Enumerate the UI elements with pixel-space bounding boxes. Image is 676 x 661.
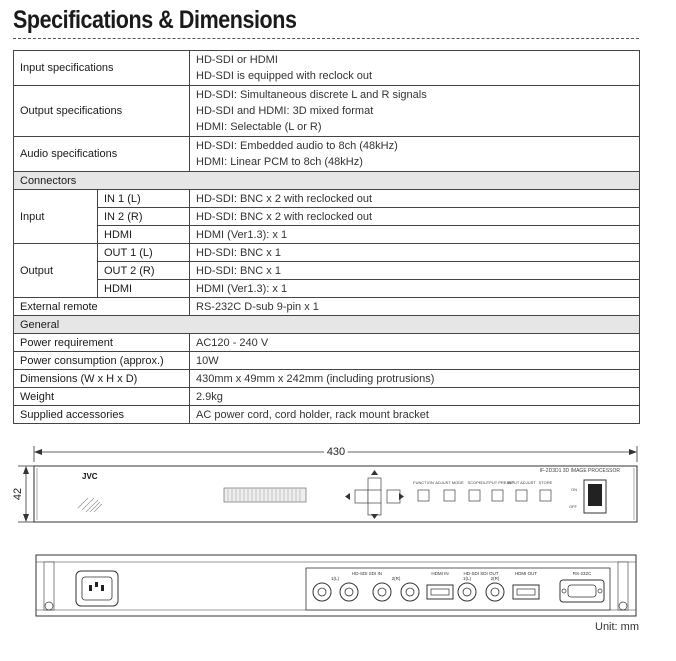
value-line: HD-SDI and HDMI: 3D mixed format (196, 105, 374, 117)
output-preset-button-label: OUTPUT PRESET (480, 480, 515, 485)
hdsdi-out-label: HD-SDI SDI OUT (463, 571, 499, 576)
in1-label: 1(L) (330, 576, 340, 581)
port-label: HDMI (98, 280, 190, 298)
port-label: OUT 1 (L) (98, 244, 190, 262)
port-label: IN 1 (L) (98, 190, 190, 208)
hdsdi-in-label: HD-SDI SDI IN (351, 571, 383, 576)
unit-label: Unit: mm (595, 621, 639, 633)
row-value: 10W (190, 352, 640, 370)
value-line: HD-SDI is equipped with reclock out (196, 70, 373, 82)
function-button[interactable] (418, 490, 429, 501)
input-adjust-button[interactable] (516, 490, 527, 501)
arrow-up-button[interactable] (368, 478, 381, 491)
row-value: HD-SDI: BNC x 1 (190, 262, 640, 280)
enter-button[interactable] (368, 490, 381, 503)
port-label: HDMI (98, 226, 190, 244)
brand-logo: JVC (82, 472, 98, 481)
front-panel (34, 466, 637, 522)
row-value: 430mm x 49mm x 242mm (including protrusions) (190, 370, 640, 388)
arrow-left-button[interactable] (355, 490, 368, 503)
function-button-label: FUNCTION (413, 480, 434, 485)
row-value: RS-232C D-sub 9-pin x 1 (190, 298, 640, 316)
value-line: HDMI: Selectable (L or R) (196, 121, 322, 133)
input-adjust-button-label: INPUT ADJUST (507, 480, 536, 485)
output-preset-button[interactable] (492, 490, 503, 501)
out2-label: 2(R) (490, 576, 500, 581)
rs232c-port (560, 580, 604, 602)
row-value: HDMI (Ver1.3): x 1 (190, 226, 640, 244)
row-value: HDMI (Ver1.3): x 1 (190, 280, 640, 298)
group-label-output: Output (14, 244, 98, 298)
row-label: Input specifications (14, 51, 190, 86)
store-button[interactable] (540, 490, 551, 501)
row-value: AC power cord, cord holder, rack mount bracket (190, 406, 640, 424)
hdmi-in-label: HDMI IN (431, 571, 449, 576)
row-label: Weight (14, 388, 190, 406)
store-button-label: STORE (538, 480, 553, 485)
arrow-right-button[interactable] (387, 490, 400, 503)
row-label: Power consumption (approx.) (14, 352, 190, 370)
row-value: 2.9kg (190, 388, 640, 406)
scope-button[interactable] (469, 490, 480, 501)
lcd-display (224, 488, 306, 502)
scope-button-label: SCOPE (467, 480, 482, 485)
value-line: HD-SDI: Simultaneous discrete L and R signals (196, 89, 427, 101)
row-label: External remote (14, 298, 190, 316)
section-header: Connectors (14, 172, 640, 190)
height-dimension-label: 42 (12, 487, 24, 501)
rs232c-label: RS-232C (572, 571, 592, 576)
ac-inlet (76, 571, 118, 606)
port-label: IN 2 (R) (98, 208, 190, 226)
row-value: HD-SDI: BNC x 2 with reclocked out (190, 208, 640, 226)
adjust-mode-button-label: ADJUST MODE (435, 480, 464, 485)
page-title: Specifications & Dimensions (13, 6, 297, 34)
group-label-input: Input (14, 190, 98, 244)
row-label: Audio specifications (14, 137, 190, 172)
row-label: Power requirement (14, 334, 190, 352)
in2-label: 2(R) (391, 576, 401, 581)
row-label: Dimensions (W x H x D) (14, 370, 190, 388)
section-header: General (14, 316, 640, 334)
row-label: Supplied accessories (14, 406, 190, 424)
value-line: HD-SDI or HDMI (196, 54, 278, 66)
hdmi-out-label: HDMI OUT (514, 571, 538, 576)
value-line: HD-SDI: Embedded audio to 8ch (48kHz) (196, 140, 398, 152)
row-label: Output specifications (14, 86, 190, 137)
adjust-mode-button[interactable] (444, 490, 455, 501)
row-value: AC120 - 240 V (190, 334, 640, 352)
row-value: HD-SDI: BNC x 2 with reclocked out (190, 190, 640, 208)
out1-label: 1(L) (462, 576, 472, 581)
row-value: HD-SDI: BNC x 1 (190, 244, 640, 262)
port-label: OUT 2 (R) (98, 262, 190, 280)
width-dimension-label: 430 (326, 446, 346, 458)
value-line: HDMI: Linear PCM to 8ch (48kHz) (196, 156, 363, 168)
model-text: IF-2D3D1 3D IMAGE PROCESSOR (539, 468, 620, 474)
power-on-label: ON (571, 487, 577, 492)
power-off-label: OFF (569, 504, 577, 509)
arrow-down-button[interactable] (368, 502, 381, 515)
